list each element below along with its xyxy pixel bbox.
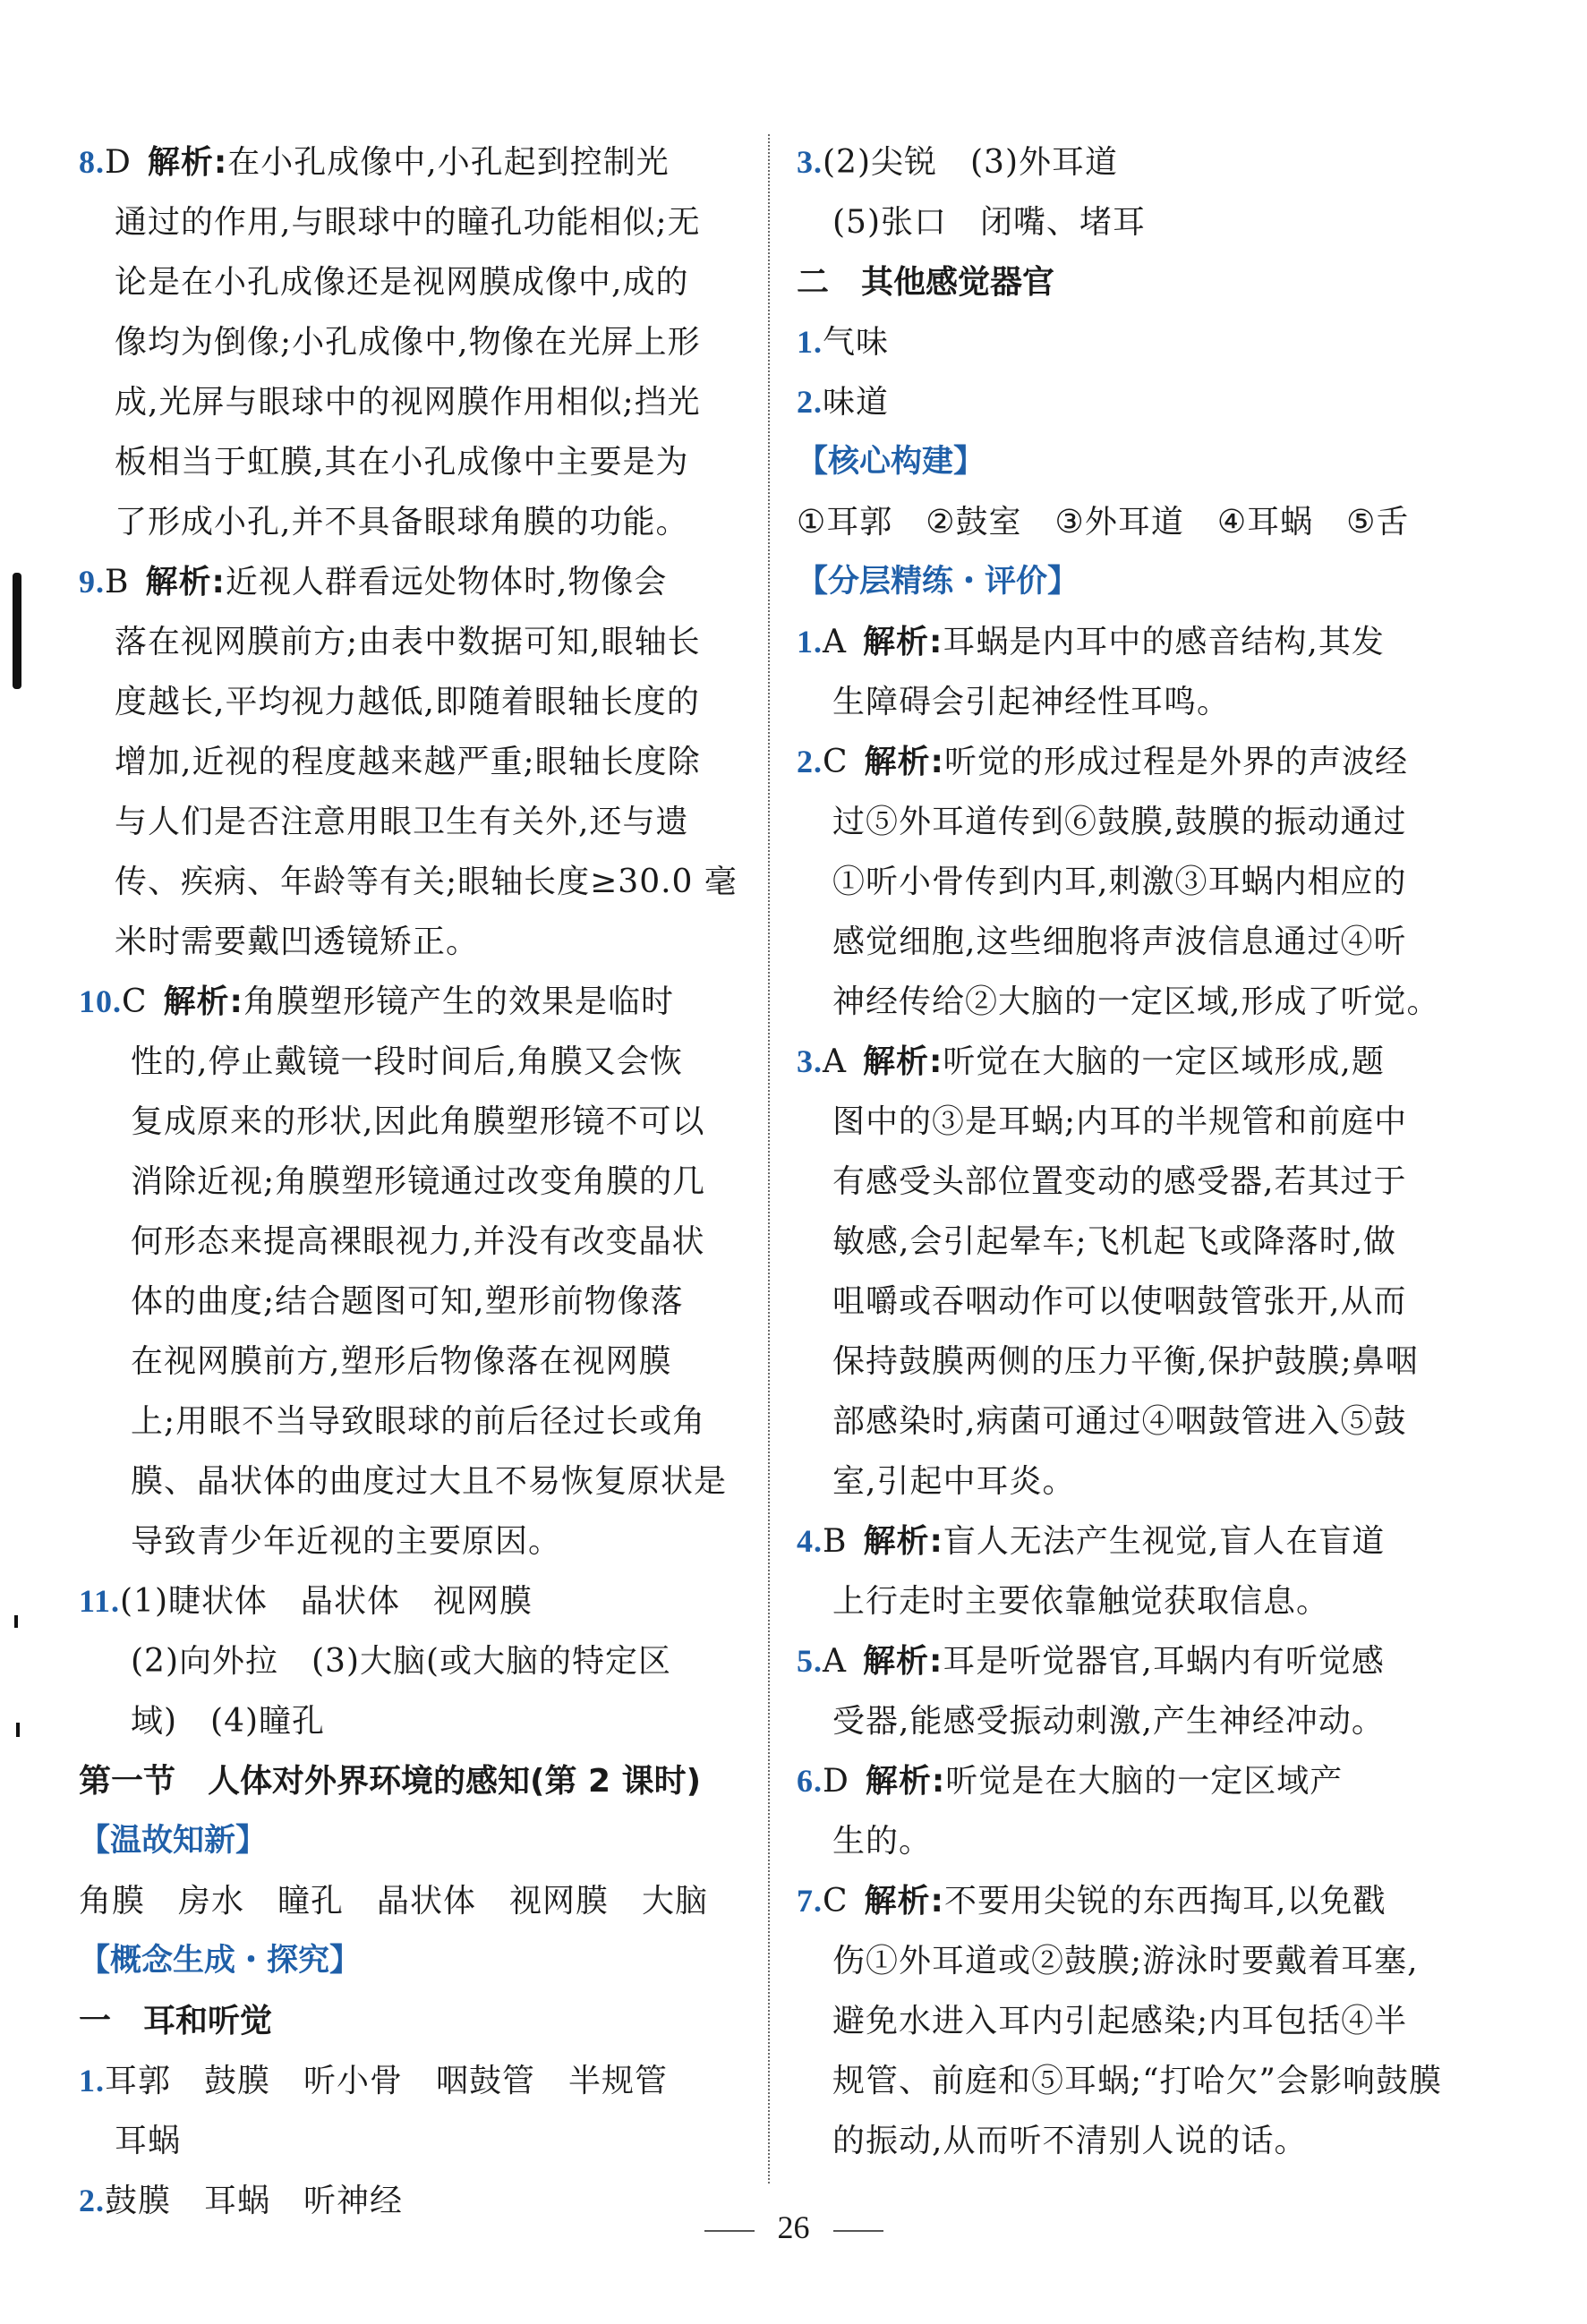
text-line: [797, 492, 1455, 552]
text-line: [797, 1811, 1455, 1871]
right-column: [797, 132, 1455, 2171]
text-line: [79, 912, 759, 972]
text-line: [79, 2111, 759, 2171]
text-line: [797, 1451, 1455, 1511]
analysis-label: 解析:: [863, 1643, 943, 1680]
text-line: [79, 1871, 759, 1931]
line-text: (2)尖锐 (3)外耳道: [823, 144, 1118, 181]
line-text: 域) (4)瞳孔: [131, 1703, 326, 1740]
line-text: 敏感,会引起晕车;飞机起飞或降落时,做: [832, 1223, 1397, 1260]
scan-mark: [14, 1615, 18, 1628]
section-label: [797, 432, 1455, 492]
scan-mark: [16, 1723, 20, 1737]
line-text: 耳郭 鼓膜 听小骨 咽鼓管 半规管: [105, 2063, 669, 2099]
answer-letter: A: [823, 624, 847, 660]
text-line: [79, 972, 759, 1032]
analysis-label: 解析:: [863, 1523, 943, 1560]
footer-dash: [704, 2230, 755, 2232]
line-text: 规管、前庭和⑤耳蜗;“打哈欠”会影响鼓膜: [832, 2063, 1442, 2099]
line-text: 【分层精练・评价】: [797, 564, 1079, 600]
text-line: [79, 1631, 759, 1691]
line-text: 上行走时主要依靠触觉获取信息。: [832, 1583, 1330, 1620]
line-text: 近视人群看远处物体时,物像会: [225, 564, 668, 600]
question-number: 8.: [79, 144, 105, 180]
text-line: [79, 672, 759, 732]
text-line: [79, 252, 759, 312]
line-text: ①听小骨传到内耳,刺激③耳蜗内相应的: [832, 864, 1407, 900]
section-heading: [79, 1991, 759, 2051]
text-line: [79, 492, 759, 552]
line-text: 耳蜗: [115, 2123, 182, 2159]
text-line: [797, 912, 1455, 972]
line-text: 伤①外耳道或②鼓膜;游泳时要戴着耳塞,: [832, 1943, 1419, 1979]
text-line: [797, 1751, 1455, 1811]
section-label: [79, 1811, 759, 1871]
text-line: [79, 192, 759, 252]
text-line: [797, 2051, 1455, 2111]
text-line: [79, 132, 759, 192]
question-number: 4.: [797, 1523, 823, 1559]
question-number: 1.: [79, 2063, 105, 2098]
text-line: [79, 2051, 759, 2111]
text-line: [79, 1691, 759, 1751]
line-text: 受器,能感受振动刺激,产生神经冲动。: [832, 1703, 1385, 1740]
line-text: 导致青少年近视的主要原因。: [131, 1523, 562, 1560]
question-number: 2.: [797, 384, 823, 420]
line-text: 增加,近视的程度越来越严重;眼轴长度除: [115, 744, 701, 780]
analysis-label: 解析:: [163, 983, 243, 1020]
line-text: 室,引起中耳炎。: [832, 1463, 1076, 1500]
line-text: 鼓膜 耳蜗 听神经: [105, 2183, 404, 2219]
text-line: [79, 372, 759, 432]
question-number: 2.: [79, 2183, 105, 2218]
text-line: [797, 1871, 1455, 1931]
line-text: 传、疾病、年龄等有关;眼轴长度≥30.0 毫: [115, 864, 738, 900]
text-line: [797, 672, 1455, 732]
analysis-label: 解析:: [864, 1883, 944, 1920]
line-text: 何形态来提高裸眼视力,并没有改变晶状: [131, 1223, 705, 1260]
line-text: 像均为倒像;小孔成像中,物像在光屏上形: [115, 324, 701, 361]
line-text: 在视网膜前方,塑形后物像落在视网膜: [131, 1343, 672, 1380]
answer-letter: A: [823, 1043, 847, 1080]
line-text: (5)张口 闭嘴、堵耳: [832, 204, 1146, 241]
line-text: 米时需要戴凹透镜矫正。: [115, 924, 480, 960]
line-text: 度越长,平均视力越低,即随着眼轴长度的: [115, 684, 700, 720]
line-text: 的振动,从而听不清别人说的话。: [832, 2123, 1308, 2159]
line-text: 生的。: [832, 1823, 933, 1860]
text-line: [797, 192, 1455, 252]
text-line: [79, 792, 759, 852]
line-text: 成,光屏与眼球中的视网膜作用相似;挡光: [115, 384, 701, 421]
text-line: [79, 1392, 759, 1451]
line-text: 避免水进入耳内引起感染;内耳包括④半: [832, 2003, 1408, 2039]
line-text: 过⑤外耳道传到⑥鼓膜,鼓膜的振动通过: [832, 804, 1407, 840]
line-text: 一 耳和听觉: [79, 2003, 273, 2039]
answer-letter: D: [823, 1763, 849, 1800]
question-number: 6.: [797, 1763, 823, 1799]
line-text: 膜、晶状体的曲度过大且不易恢复原状是: [131, 1463, 728, 1500]
text-line: [797, 132, 1455, 192]
text-line: [79, 1571, 759, 1631]
text-line: [797, 792, 1455, 852]
line-text: (1)睫状体 晶状体 视网膜: [120, 1583, 533, 1620]
analysis-label: 解析:: [864, 744, 944, 780]
question-number: 1.: [797, 324, 823, 360]
analysis-label: 解析:: [863, 1043, 943, 1080]
text-line: [79, 612, 759, 672]
line-text: ①耳郭 ②鼓室 ③外耳道 ④耳蜗 ⑤舌: [797, 504, 1410, 541]
text-line: [79, 1092, 759, 1152]
text-line: [79, 1152, 759, 1212]
text-line: [797, 1332, 1455, 1392]
text-line: [79, 852, 759, 912]
text-line: [797, 1152, 1455, 1212]
page-footer: [0, 2209, 1587, 2246]
line-text: 角膜塑形镜产生的效果是临时: [243, 983, 674, 1020]
answer-letter: C: [823, 1883, 849, 1920]
text-line: [797, 1092, 1455, 1152]
text-line: [797, 1931, 1455, 1991]
question-number: 3.: [797, 144, 823, 180]
line-text: 板相当于虹膜,其在小孔成像中主要是为: [115, 444, 689, 481]
answer-letter: B: [105, 564, 130, 600]
line-text: 有感受头部位置变动的感受器,若其过于: [832, 1163, 1407, 1200]
question-number: 2.: [797, 744, 823, 779]
text-line: [79, 1451, 759, 1511]
line-text: 盲人无法产生视觉,盲人在盲道: [943, 1523, 1386, 1560]
text-line: [79, 732, 759, 792]
question-number: 10.: [79, 983, 122, 1019]
line-text: 【概念生成・探究】: [79, 1943, 362, 1979]
text-line: [797, 852, 1455, 912]
text-line: [79, 432, 759, 492]
question-number: 1.: [797, 624, 823, 660]
question-number: 9.: [79, 564, 105, 600]
scan-mark: [13, 573, 21, 689]
line-text: (2)向外拉 (3)大脑(或大脑的特定区: [131, 1643, 672, 1680]
line-text: 耳蜗是内耳中的感音结构,其发: [943, 624, 1385, 660]
line-text: 耳是听觉器官,耳蜗内有听觉感: [943, 1643, 1385, 1680]
text-line: [797, 1571, 1455, 1631]
line-text: 与人们是否注意用眼卫生有关外,还与遗: [115, 804, 689, 840]
text-line: [79, 552, 759, 612]
text-line: [79, 312, 759, 372]
line-text: 了形成小孔,并不具备眼球角膜的功能。: [115, 504, 689, 541]
page-number: 26: [777, 2209, 810, 2245]
text-line: [79, 1511, 759, 1571]
line-text: 咀嚼或吞咽动作可以使咽鼓管张开,从而: [832, 1283, 1407, 1320]
line-text: 【温故知新】: [79, 1823, 268, 1859]
text-line: [797, 1032, 1455, 1092]
analysis-label: 解析:: [863, 624, 943, 660]
answer-letter: C: [823, 744, 849, 780]
text-line: [797, 1212, 1455, 1272]
line-text: 体的曲度;结合题图可知,塑形前物像落: [131, 1283, 684, 1320]
text-line: [79, 1332, 759, 1392]
text-line: [797, 612, 1455, 672]
line-text: 第一节 人体对外界环境的感知(第 2 课时): [79, 1763, 702, 1800]
column-divider: [768, 134, 770, 2184]
line-text: 图中的③是耳蜗;内耳的半规管和前庭中: [832, 1103, 1408, 1140]
answer-letter: B: [823, 1523, 848, 1560]
text-line: [79, 1272, 759, 1332]
answer-letter: D: [105, 144, 132, 181]
text-line: [797, 2111, 1455, 2171]
text-line: [797, 312, 1455, 372]
line-text: 味道: [823, 384, 890, 421]
line-text: 消除近视;角膜塑形镜通过改变角膜的几: [131, 1163, 706, 1200]
section-label: [79, 1931, 759, 1991]
answer-letter: C: [122, 983, 148, 1020]
text-line: [797, 1991, 1455, 2051]
line-text: 气味: [823, 324, 890, 361]
question-number: 5.: [797, 1643, 823, 1679]
text-line: [797, 732, 1455, 792]
section-heading: [79, 1751, 759, 1811]
text-line: [797, 1392, 1455, 1451]
section-label: [797, 552, 1455, 612]
text-line: [797, 1631, 1455, 1691]
question-number: 3.: [797, 1043, 823, 1079]
text-line: [797, 1511, 1455, 1571]
footer-dash: [833, 2230, 883, 2232]
line-text: 性的,停止戴镜一段时间后,角膜又会恢: [131, 1043, 683, 1080]
line-text: 复成原来的形状,因此角膜塑形镜不可以: [131, 1103, 705, 1140]
answer-letter: A: [823, 1643, 847, 1680]
line-text: 论是在小孔成像还是视网膜成像中,成的: [115, 264, 689, 301]
line-text: 听觉是在大脑的一定区域产: [945, 1763, 1344, 1800]
line-text: 不要用尖锐的东西掏耳,以免戳: [943, 1883, 1386, 1920]
question-number: 11.: [79, 1583, 121, 1619]
line-text: 在小孔成像中,小孔起到控制光: [227, 144, 670, 181]
line-text: 听觉的形成过程是外界的声波经: [943, 744, 1408, 780]
line-text: 部感染时,病菌可通过④咽鼓管进入⑤鼓: [832, 1403, 1407, 1440]
line-text: 听觉在大脑的一定区域形成,题: [943, 1043, 1385, 1080]
text-line: [797, 372, 1455, 432]
line-text: 【核心构建】: [797, 444, 985, 480]
text-line: [79, 1212, 759, 1272]
analysis-label: 解析:: [147, 144, 228, 181]
line-text: 角膜 房水 瞳孔 晶状体 视网膜 大脑: [79, 1883, 709, 1920]
question-number: 7.: [797, 1883, 823, 1919]
line-text: 上;用眼不当导致眼球的前后径过长或角: [131, 1403, 706, 1440]
line-text: 保持鼓膜两侧的压力平衡,保护鼓膜;鼻咽: [832, 1343, 1419, 1380]
text-line: [797, 1691, 1455, 1751]
section-heading: [797, 252, 1455, 312]
text-line: [79, 1032, 759, 1092]
text-line: [797, 1272, 1455, 1332]
line-text: 通过的作用,与眼球中的瞳孔功能相似;无: [115, 204, 701, 241]
analysis-label: 解析:: [145, 564, 226, 600]
line-text: 落在视网膜前方;由表中数据可知,眼轴长: [115, 624, 701, 660]
line-text: 感觉细胞,这些细胞将声波信息通过④听: [832, 924, 1407, 960]
line-text: 生障碍会引起神经性耳鸣。: [832, 684, 1231, 720]
line-text: 神经传给②大脑的一定区域,形成了听觉。: [832, 983, 1440, 1020]
left-column: [79, 132, 759, 2231]
analysis-label: 解析:: [865, 1763, 946, 1800]
line-text: 二 其他感觉器官: [797, 264, 1055, 301]
text-line: [797, 972, 1455, 1032]
